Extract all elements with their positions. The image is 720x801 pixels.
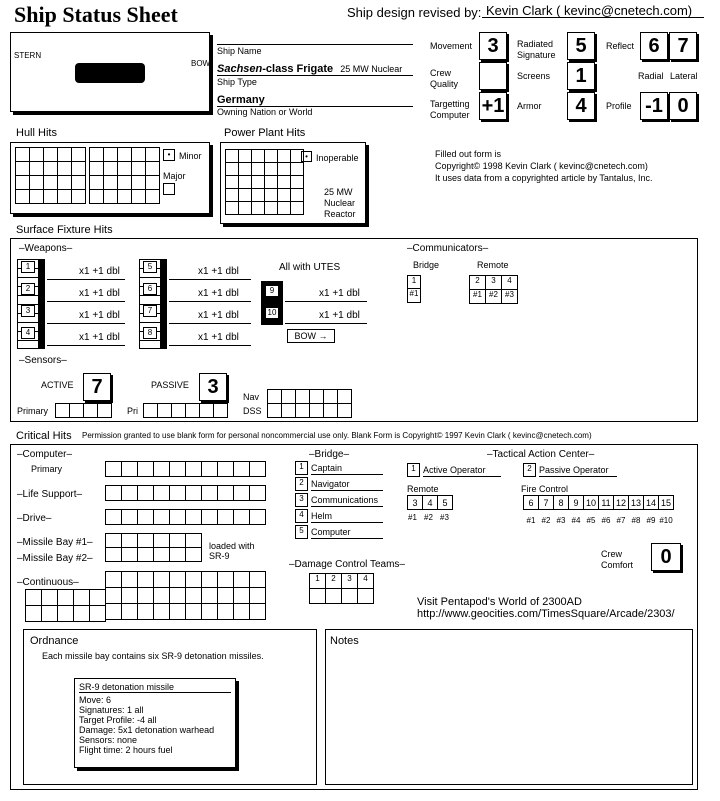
- missile-move: Move: 6: [79, 695, 112, 705]
- ordnance-box: [23, 629, 317, 785]
- remote-comm-hash-1: #1: [470, 290, 486, 304]
- computer-primary-label: Primary: [31, 464, 62, 474]
- screens-label: Screens: [517, 71, 551, 81]
- crew-quality-value: [479, 62, 507, 90]
- bridge-comm-box: [407, 275, 421, 303]
- inoperable-label: Inoperable: [316, 153, 359, 163]
- movement-label: Movement: [430, 41, 473, 51]
- reactor-label: 25 MW Nuclear Reactor: [324, 187, 356, 219]
- weapon-num-3: 3: [21, 305, 35, 317]
- major-label: Major: [163, 171, 186, 181]
- missile-bay-grid: [105, 533, 202, 562]
- remote-comm-box: [469, 275, 518, 304]
- ship-silhouette-box: [10, 32, 210, 112]
- targeting-value: +1: [479, 92, 507, 120]
- ship-name-label: Ship Name: [217, 46, 262, 56]
- weapon-num-9: 9: [265, 285, 279, 297]
- profile-label: Profile: [606, 101, 632, 111]
- weapon-line-2: [47, 301, 125, 302]
- weapon-num-2: 2: [21, 283, 35, 295]
- revised-label: Ship design revised by:: [347, 5, 482, 20]
- tac-remote-label: Remote: [407, 484, 439, 494]
- fire-num-15: 15: [658, 495, 674, 510]
- weapon-dbl-8: x1 +1 dbl: [198, 332, 239, 343]
- fire-hash-1: #1: [526, 516, 536, 525]
- notice-line-2: Copyright© 1998 Kevin Clark ( kevinc@cnetech.com): [435, 161, 648, 171]
- missile-bay-1-heading: –Missile Bay #1–: [17, 537, 93, 548]
- fire-hash-3: #3: [556, 516, 566, 525]
- stern-label: STERN: [14, 51, 42, 60]
- profile-radial-value: -1: [640, 92, 668, 120]
- damage-control-grid: [309, 573, 374, 604]
- fire-hash-5: #5: [586, 516, 596, 525]
- tac-remote-hash-1: #1: [408, 513, 417, 522]
- weapon-dbl-4: x1 +1 dbl: [79, 332, 120, 343]
- weapon-bar-a: [39, 259, 45, 349]
- fire-hash-2: #2: [541, 516, 551, 525]
- bridge-num-1: 1: [295, 461, 308, 475]
- weapon-num-5: 5: [143, 261, 157, 273]
- hull-grid-b: [89, 147, 160, 204]
- radial-label: Radial: [638, 71, 664, 81]
- nav-dss-grid: [267, 389, 352, 418]
- minor-label: Minor: [179, 151, 202, 161]
- dss-sensor-label: DSS: [243, 406, 262, 416]
- fire-num-9: 9: [568, 495, 584, 510]
- fire-num-12: 12: [613, 495, 629, 510]
- dct-num-2: 2: [326, 574, 342, 589]
- armor-label: Armor: [517, 101, 542, 111]
- ordnance-title: Ordnance: [30, 635, 79, 647]
- missile-target-profile: Target Profile: -4 all: [79, 715, 157, 725]
- weapon-bar-b: [161, 259, 167, 349]
- bridge-item-computer: Computer: [311, 528, 383, 539]
- weapon-dbl-6: x1 +1 dbl: [198, 288, 239, 299]
- bridge-num-5: 5: [295, 525, 308, 539]
- fire-num-8: 8: [553, 495, 569, 510]
- fire-hash-9: #9: [646, 516, 656, 525]
- power-plant-title: Power Plant Hits: [224, 127, 306, 139]
- ship-name-line: [217, 44, 413, 45]
- weapon-num-10: 10: [265, 307, 279, 319]
- utes-label: All with UTES: [279, 262, 341, 273]
- missile-flight-time: Flight time: 2 hours fuel: [79, 745, 173, 755]
- tac-remote-num-5: 5: [437, 495, 453, 510]
- communicators-heading: –Communicators–: [407, 243, 489, 254]
- power-grid: [225, 149, 304, 215]
- pri-sensor-grid: [143, 403, 228, 418]
- passive-op-label: Passive Operator: [539, 466, 617, 477]
- dct-num-3: 3: [342, 574, 358, 589]
- inoperable-marker: •: [301, 151, 312, 162]
- bow-label: BOW: [191, 59, 211, 68]
- drive-grid: [105, 509, 266, 525]
- drive-heading: –Drive–: [17, 513, 52, 524]
- primary-sensor-label: Primary: [17, 406, 48, 416]
- primary-sensor-grid: [55, 403, 112, 418]
- bridge-comm-hash: #1: [409, 289, 419, 298]
- armor-value: 4: [567, 92, 595, 120]
- bridge-item-captain: Captain: [311, 464, 383, 475]
- dct-num-4: 4: [358, 574, 374, 589]
- weapon-dbl-9: x1 +1 dbl: [319, 288, 360, 299]
- weapon-num-4: 4: [21, 327, 35, 339]
- weapon-line-6: [169, 301, 251, 302]
- weapon-line-5: [169, 279, 251, 280]
- fire-hash-8: #8: [631, 516, 641, 525]
- ship-silhouette: [75, 63, 145, 83]
- weapon-dbl-7: x1 +1 dbl: [198, 310, 239, 321]
- page-title: Ship Status Sheet: [14, 2, 178, 27]
- notes-box[interactable]: [325, 629, 693, 785]
- fire-num-13: 13: [628, 495, 644, 510]
- hull-hits-box: [10, 142, 210, 214]
- continuous-heading: –Continuous–: [17, 577, 79, 588]
- notice-line-1: Filled out form is: [435, 149, 502, 159]
- bow-indicator: BOW →: [287, 329, 335, 343]
- permission-notice: Permission granted to use blank form for personal noncommercial use only. Blank Form is Copyright© 1997 Kevin Clark ( kevinc@cnetech.com): [82, 431, 592, 440]
- loaded-label: loaded with SR-9: [209, 541, 255, 561]
- bridge-comm-num: 1: [408, 276, 420, 289]
- remote-comm-num-3: 3: [486, 276, 502, 290]
- nav-sensor-label: Nav: [243, 392, 260, 402]
- ordnance-desc: Each missile bay contains six SR-9 detonation missiles.: [42, 651, 264, 661]
- damage-control-heading: –Damage Control Teams–: [289, 559, 405, 570]
- missile-damage: Damage: 5x1 detonation warhead: [79, 725, 215, 735]
- weapon-dbl-1: x1 +1 dbl: [79, 266, 120, 277]
- weapon-dbl-3: x1 +1 dbl: [79, 310, 120, 321]
- major-marker: [163, 183, 175, 195]
- reflect-lateral-value: 7: [669, 32, 697, 60]
- bridge-comm-label: Bridge: [413, 260, 440, 270]
- weapon-line-10: [285, 323, 367, 324]
- bridge-num-2: 2: [295, 477, 308, 491]
- ship-type-class: Sachsen: [217, 63, 263, 75]
- lateral-label: Lateral: [670, 71, 698, 81]
- screens-value: 1: [567, 62, 595, 90]
- dct-num-1: 1: [310, 574, 326, 589]
- weapon-line-4: [47, 345, 125, 346]
- computer-grid: [105, 461, 266, 477]
- missile-card: [74, 678, 236, 768]
- fire-num-10: 10: [583, 495, 599, 510]
- bridge-num-3: 3: [295, 493, 308, 507]
- hull-grid-a: [15, 147, 86, 204]
- tac-remote-nums: [407, 495, 452, 510]
- radiated-signature-label: Radiated Signature: [517, 39, 556, 60]
- bridge-item-communications: Communications: [311, 496, 383, 507]
- weapon-dbl-10: x1 +1 dbl: [319, 310, 360, 321]
- fire-hash-7: #7: [616, 516, 626, 525]
- life-support-heading: –Life Support–: [17, 489, 83, 500]
- notice-line-3: It uses data from a copyrighted article by Tantalus, Inc.: [435, 173, 653, 183]
- weapon-num-7: 7: [143, 305, 157, 317]
- active-sensor-value: 7: [83, 373, 111, 401]
- bridge-heading: –Bridge–: [309, 449, 350, 460]
- weapon-line-7: [169, 323, 251, 324]
- life-support-grid: [105, 485, 266, 501]
- minor-marker: •: [163, 149, 175, 161]
- weapon-line-9: [285, 301, 367, 302]
- weapon-num-1: 1: [21, 261, 35, 273]
- active-sensor-label: ACTIVE: [41, 380, 74, 390]
- ship-type-field: [217, 63, 413, 76]
- tac-remote-hash-3: #3: [440, 513, 449, 522]
- missile-card-title: SR-9 detonation missile: [79, 682, 231, 693]
- active-op-label: Active Operator: [423, 466, 501, 477]
- fire-control-nums: [523, 495, 673, 510]
- power-plant-box: [220, 142, 366, 224]
- passive-op-num: 2: [523, 463, 536, 477]
- missile-bay-2-heading: –Missile Bay #2–: [17, 553, 93, 564]
- passive-sensor-label: PASSIVE: [151, 380, 189, 390]
- weapon-line-3: [47, 323, 125, 324]
- targeting-label: Targetting Computer: [430, 99, 470, 120]
- ship-type-suffix: -class Frigate: [262, 63, 334, 75]
- missile-signatures: Signatures: 1 all: [79, 705, 144, 715]
- continuous-grid-a: [105, 571, 266, 620]
- missile-sensors: Sensors: none: [79, 735, 138, 745]
- fire-num-6: 6: [523, 495, 539, 510]
- ship-type-label: Ship Type: [217, 77, 257, 87]
- remote-comm-hash-2: #2: [486, 290, 502, 304]
- weapon-dbl-5: x1 +1 dbl: [198, 266, 239, 277]
- visit-url[interactable]: http://www.geocities.com/TimesSquare/Arcade/2303/: [417, 608, 675, 620]
- weapon-num-6: 6: [143, 283, 157, 295]
- surface-hits-box: [10, 238, 698, 422]
- tac-remote-num-4: 4: [422, 495, 438, 510]
- surface-hits-title: Surface Fixture Hits: [16, 224, 113, 236]
- bridge-item-helm: Helm: [311, 512, 383, 523]
- remote-comm-label: Remote: [477, 260, 509, 270]
- pri-sensor-label: Pri: [127, 406, 138, 416]
- radiated-signature-value: 5: [567, 32, 595, 60]
- weapons-heading: –Weapons–: [19, 243, 73, 254]
- profile-lateral-value: 0: [669, 92, 697, 120]
- remote-comm-hash-3: #3: [502, 290, 518, 304]
- continuous-grid-b: [25, 589, 106, 622]
- tac-remote-hash-2: #2: [424, 513, 433, 522]
- fire-hash-6: #6: [601, 516, 611, 525]
- ship-type-extra: 25 MW Nuclear: [340, 64, 403, 74]
- remote-comm-num-4: 4: [502, 276, 518, 290]
- sensors-heading: –Sensors–: [19, 355, 67, 366]
- hull-hits-title: Hull Hits: [16, 127, 57, 139]
- tac-heading: –Tactical Action Center–: [487, 449, 595, 460]
- nation-label: Owning Nation or World: [217, 107, 313, 117]
- weapon-dbl-2: x1 +1 dbl: [79, 288, 120, 299]
- reflect-radial-value: 6: [640, 32, 668, 60]
- computer-heading: –Computer–: [17, 449, 73, 460]
- nation-field: Germany: [217, 94, 413, 107]
- fire-num-11: 11: [598, 495, 614, 510]
- critical-hits-title: Critical Hits: [16, 430, 72, 442]
- weapon-line-1: [47, 279, 125, 280]
- notes-title: Notes: [330, 635, 359, 647]
- tac-remote-num-3: 3: [407, 495, 423, 510]
- crew-quality-label: Crew Quality: [430, 68, 459, 89]
- passive-sensor-value: 3: [199, 373, 227, 401]
- remote-comm-num-2: 2: [470, 276, 486, 290]
- visit-label: Visit Pentapod's World of 2300AD: [417, 596, 582, 608]
- revised-by: Kevin Clark ( kevinc@cnetech.com): [482, 4, 704, 18]
- crew-comfort-value: 0: [651, 543, 681, 571]
- movement-value: 3: [479, 32, 507, 60]
- crew-comfort-label: Crew Comfort: [601, 549, 634, 570]
- weapon-line-8: [169, 345, 251, 346]
- fire-num-14: 14: [643, 495, 659, 510]
- bridge-item-navigator: Navigator: [311, 480, 383, 491]
- fire-num-7: 7: [538, 495, 554, 510]
- fire-control-hashes: [523, 513, 673, 528]
- fire-hash-4: #4: [571, 516, 581, 525]
- active-op-num: 1: [407, 463, 420, 477]
- fire-hash-10: #10: [659, 516, 673, 525]
- fire-control-label: Fire Control: [521, 484, 569, 494]
- reflect-label: Reflect: [606, 41, 635, 51]
- bridge-num-4: 4: [295, 509, 308, 523]
- weapon-num-8: 8: [143, 327, 157, 339]
- critical-hits-box: [10, 444, 698, 790]
